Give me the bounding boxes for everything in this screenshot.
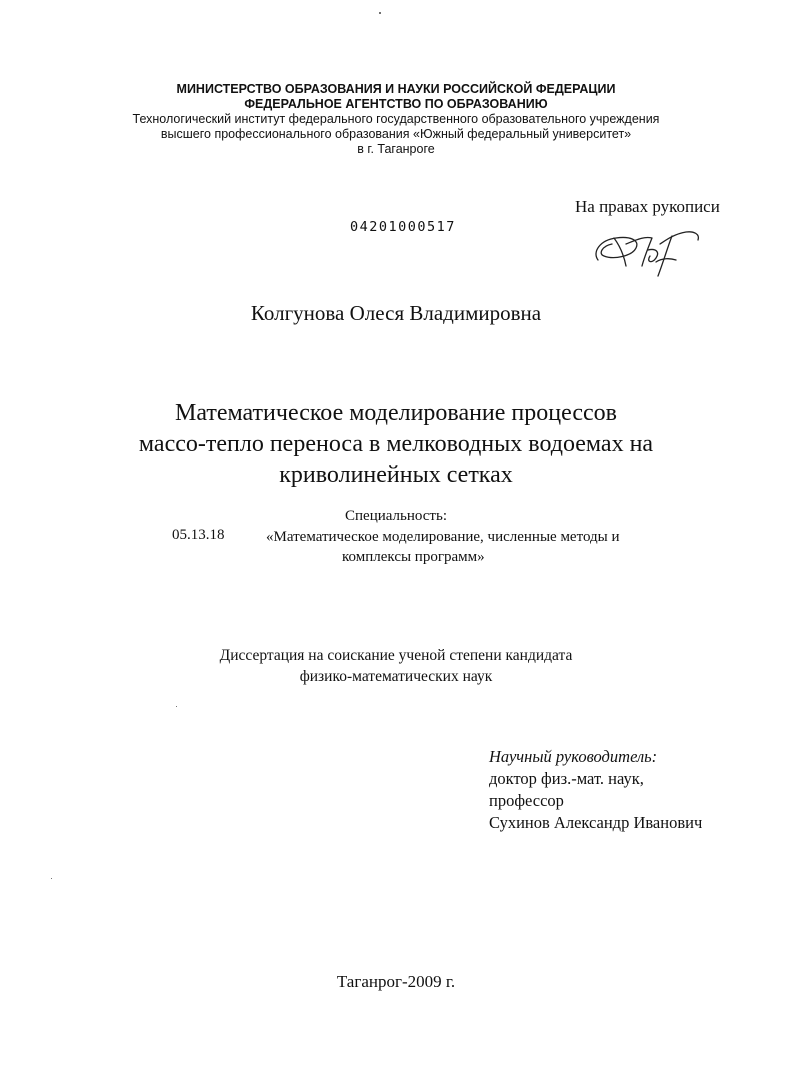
specialty-name [266,527,696,567]
serial-number: 04201000517 [350,219,456,235]
scan-speck [176,706,177,707]
institute-city: в г. Таганроге [357,142,435,156]
advisor-block [489,746,702,834]
advisor-label: Научный руководитель: [489,747,658,766]
specialty-code: 05.13.18 [172,527,225,543]
specialty-name-line-1: «Математическое моделирование, численные методы и [266,529,620,545]
ministry-name: МИНИСТЕРСТВО ОБРАЗОВАНИЯ И НАУКИ РОССИЙСКОЙ ФЕДЕРАЦИИ [176,82,616,96]
agency-name: ФЕДЕРАЛЬНОЕ АГЕНТСТВО ПО ОБРАЗОВАНИЮ [244,97,548,111]
place-year: Таганрог-2009 г. [336,972,456,991]
institute-line-1: Технологический институт федерального государственного образовательного учреждения [132,112,660,126]
institute-line-2: высшего профессионального образования «Южный федеральный университет» [160,127,632,141]
advisor-degree: доктор физ.-мат. наук, [489,769,644,788]
advisor-name: Сухинов Александр Иванович [489,813,703,832]
advisor-rank: профессор [489,791,564,810]
title-line-1: Математическое моделирование процессов [174,400,618,426]
manuscript-note: На правах рукописи [575,197,720,216]
signature-image [590,222,710,282]
degree-statement [0,645,792,687]
scan-speck [379,12,381,14]
scan-speck [51,878,52,879]
title-line-3: криволинейных сетках [279,462,513,488]
specialty-label: Специальность: [345,508,447,524]
degree-line-1: Диссертация на соискание ученой степени кандидата [219,647,573,664]
organization-header [0,82,792,157]
specialty-name-line-2: комплексы программ» [342,549,485,565]
degree-line-2: физико-математических наук [299,668,493,685]
author-name: Колгунова Олеся Владимировна [250,301,542,325]
title-line-2: массо-тепло переноса в мелководных водоемах на [138,431,654,457]
thesis-title [0,398,792,491]
